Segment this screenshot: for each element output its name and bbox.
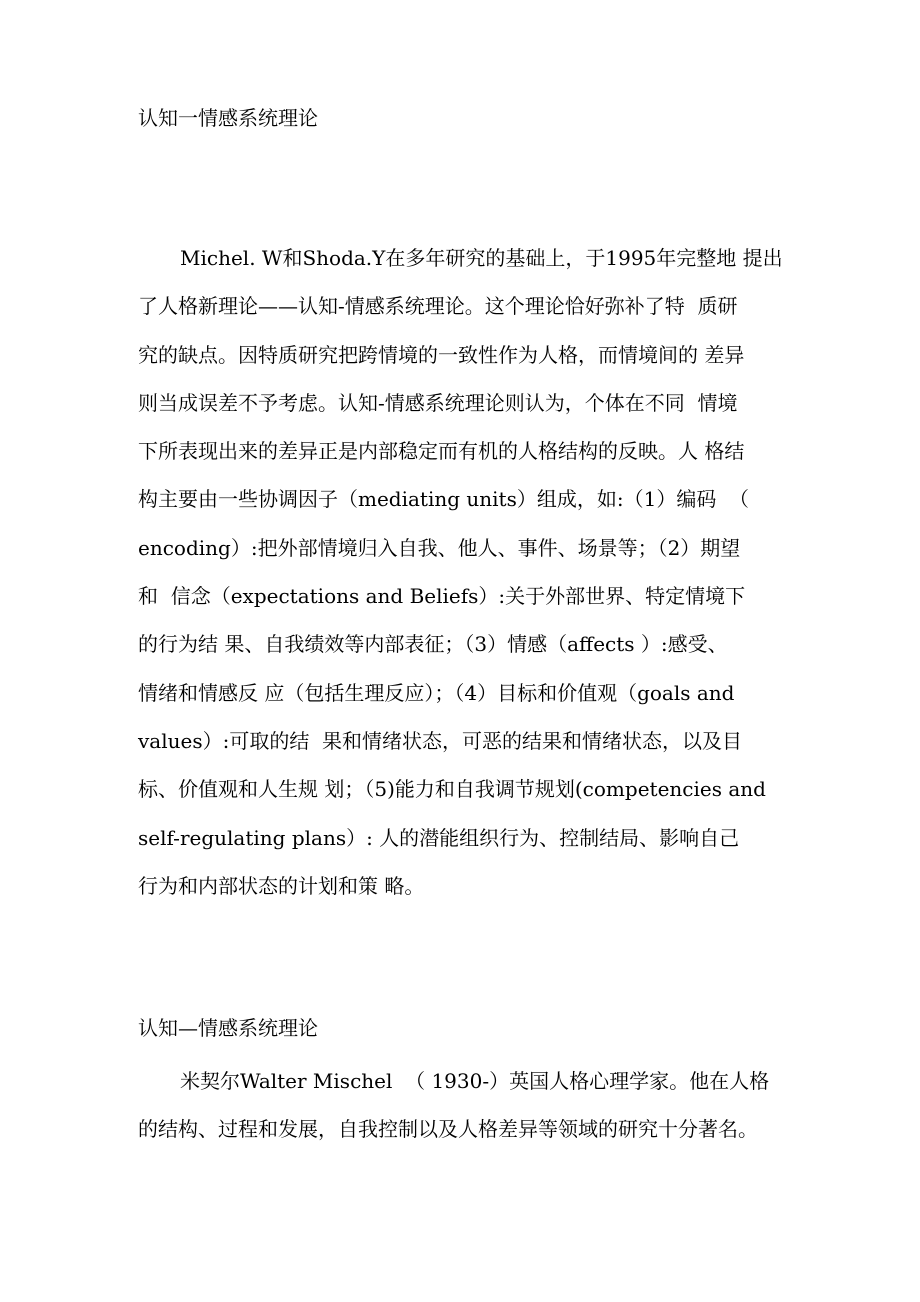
paragraph-line: self-regulating plans）: 人的潜能组织行为、控制结局、影响自己 xyxy=(138,825,740,850)
paragraph-line: 行为和内部状态的计划和策 略。 xyxy=(138,873,425,898)
paragraph-line: 构主要由一些协调因子（mediating units）组成，如:（1）编码 （ xyxy=(138,487,750,512)
paragraph-line: encoding）:把外部情境归入自我、他人、事件、场景等；（2）期望 xyxy=(138,535,741,560)
paragraph-line: values）:可取的结 果和情绪状态，可恶的结果和情绪状态，以及目 xyxy=(138,728,743,753)
paragraph-line: Michel. W和Shoda.Y在多年研究的基础上，于1995年完整地 提出 xyxy=(180,246,783,270)
paragraph-2 xyxy=(138,1057,798,1154)
paragraph-line: 的行为结 果、自我绩效等内部表征；（3）情感（affects ）:感受、 xyxy=(138,632,728,657)
paragraph-line: 和 信念（expectations and Beliefs）:关于外部世界、特定情境下 xyxy=(138,584,746,609)
paragraph-line: 米契尔Walter Mischel （ 1930-）英国人格心理学家。他在人格 xyxy=(180,1069,770,1093)
section-heading-1: 认知一情感系统理论 xyxy=(138,106,318,130)
paragraph-line: 则当成误差不予考虑。认知-情感系统理论则认为，个体在不同 情境 xyxy=(138,390,738,415)
paragraph-line: 了人格新理论——认知-情感系统理论。这个理论恰好弥补了特 质研 xyxy=(138,294,738,319)
paragraph-line: 的结构、过程和发展，自我控制以及人格差异等领域的研究十分著名。 xyxy=(138,1117,758,1142)
paragraph-line: 究的缺点。因特质研究把跨情境的一致性作为人格，而情境间的 差异 xyxy=(138,342,745,367)
section-heading-2: 认知—情感系统理论 xyxy=(138,1016,318,1040)
paragraph-line: 下所表现出来的差异正是内部稳定而有机的人格结构的反映。人 格结 xyxy=(138,439,745,464)
paragraph-line: 标、价值观和人生规 划；（5)能力和自我调节规划(competencies and xyxy=(138,777,766,802)
paragraph-1 xyxy=(138,234,798,910)
paragraph-line: 情绪和情感反 应（包括生理反应）；（4）目标和价值观（goals and xyxy=(138,680,735,705)
